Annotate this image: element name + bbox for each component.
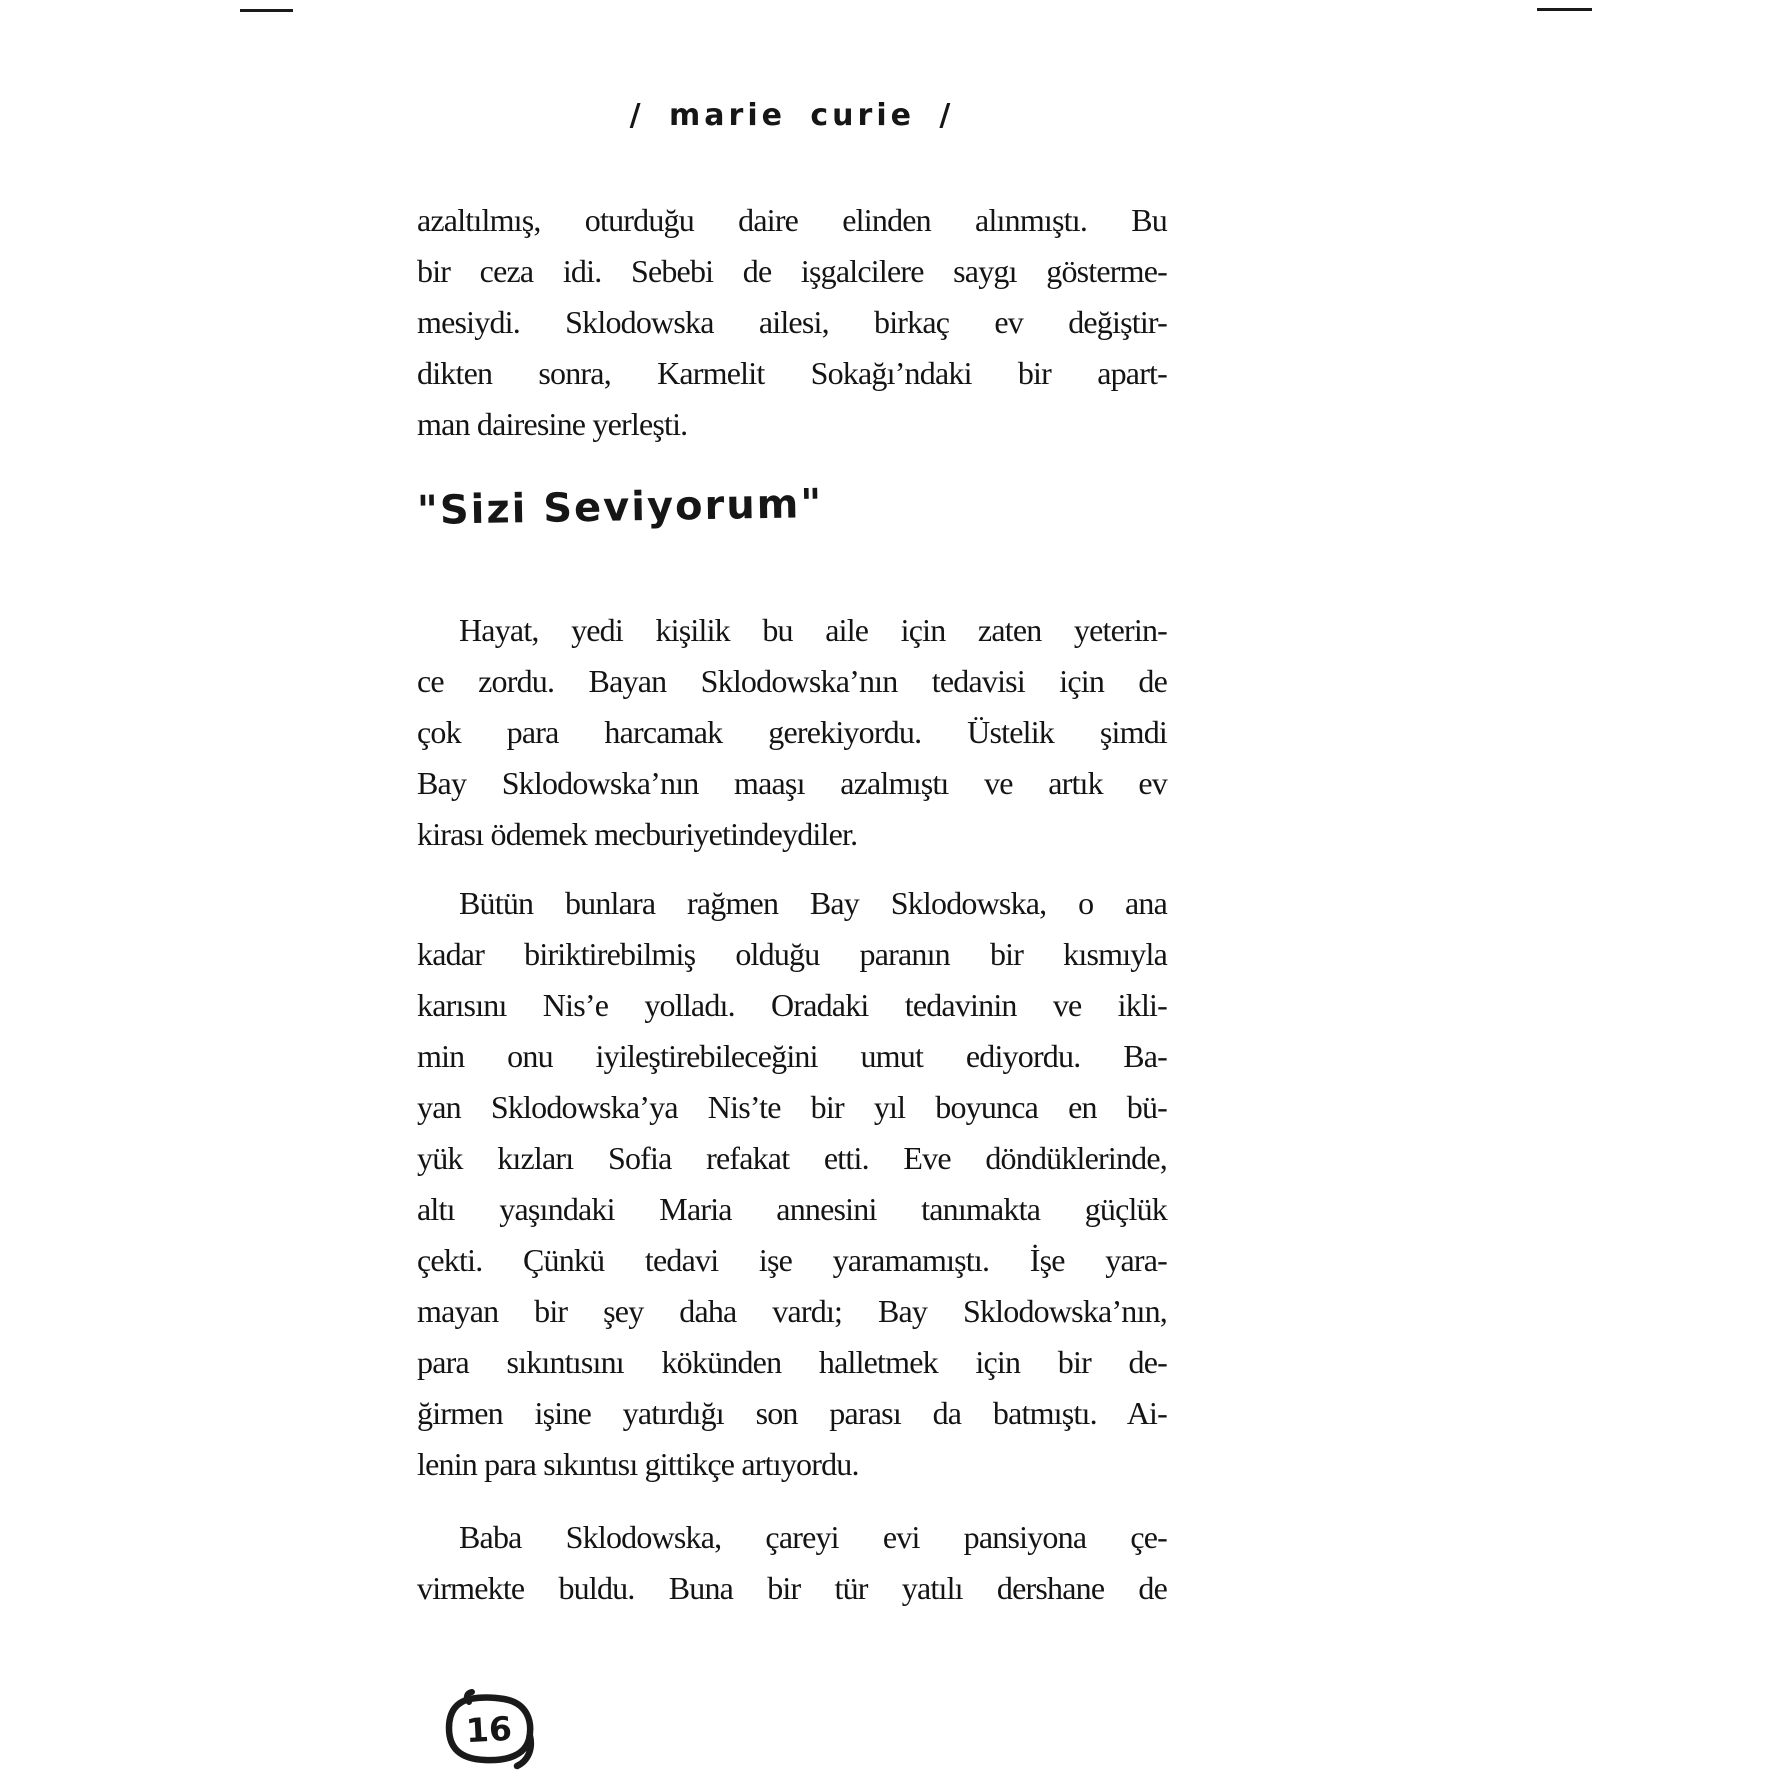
body-line: yük kızları Sofia refakat etti. Eve döndüklerinde, [417,1140,1167,1176]
body-line: min onu iyileştirebileceğini umut ediyordu. Ba- [417,1038,1167,1074]
body-line: bir ceza idi. Sebebi de işgalcilere saygı gösterme- [417,253,1167,289]
paragraph [417,878,1167,1490]
body-line: para sıkıntısını kökünden halletmek için bir de- [417,1344,1167,1380]
page-number: 16 [464,1708,513,1751]
section-heading: "Sizi Seviyorum" [416,480,824,534]
crop-mark-left-icon [240,9,293,12]
running-header: / marie curie / [629,98,955,133]
body-line: karısını Nis’e yolladı. Oradaki tedavinin ve ikli- [417,987,1167,1023]
paragraph [417,605,1167,860]
body-line: Bay Sklodowska’nın maaşı azalmıştı ve artık ev [417,765,1167,801]
body-line: altı yaşındaki Maria annesini tanımakta güçlük [417,1191,1167,1227]
paragraph [417,1512,1167,1614]
body-line: kadar biriktirebilmiş olduğu paranın bir kısmıyla [417,936,1167,972]
body-line: mayan bir şey daha vardı; Bay Sklodowska’nın, [417,1293,1167,1329]
body-line: Hayat, yedi kişilik bu aile için zaten yeterin- [459,612,1167,648]
body-line: Bütün bunlara rağmen Bay Sklodowska, o ana [459,885,1167,921]
body-line: ğirmen işine yatırdığı son parası da batmıştı. Ai- [417,1395,1167,1431]
body-line: kirası ödemek mecburiyetindeydiler. [417,816,858,852]
body-line: çok para harcamak gerekiyordu. Üstelik şimdi [417,714,1167,750]
body-line: Baba Sklodowska, çareyi evi pansiyona çe- [459,1519,1167,1555]
body-line: ce zordu. Bayan Sklodowska’nın tedavisi için de [417,663,1167,699]
paragraph [417,195,1167,450]
body-line: lenin para sıkıntısı gittikçe artıyordu. [417,1446,859,1482]
body-line: dikten sonra, Karmelit Sokağı’ndaki bir apart- [417,355,1167,391]
body-line: virmekte buldu. Buna bir tür yatılı dershane de [417,1570,1167,1606]
body-line: azaltılmış, oturduğu daire elinden alınmıştı. Bu [417,202,1167,238]
body-line: man dairesine yerleşti. [417,406,688,442]
page-number-badge [440,1688,538,1770]
body-line: mesiydi. Sklodowska ailesi, birkaç ev değiştir- [417,304,1167,340]
crop-mark-right-icon [1537,8,1592,11]
body-line: çekti. Çünkü tedavi işe yaramamıştı. İşe yara- [417,1242,1167,1278]
body-line: yan Sklodowska’ya Nis’te bir yıl boyunca en bü- [417,1089,1167,1125]
